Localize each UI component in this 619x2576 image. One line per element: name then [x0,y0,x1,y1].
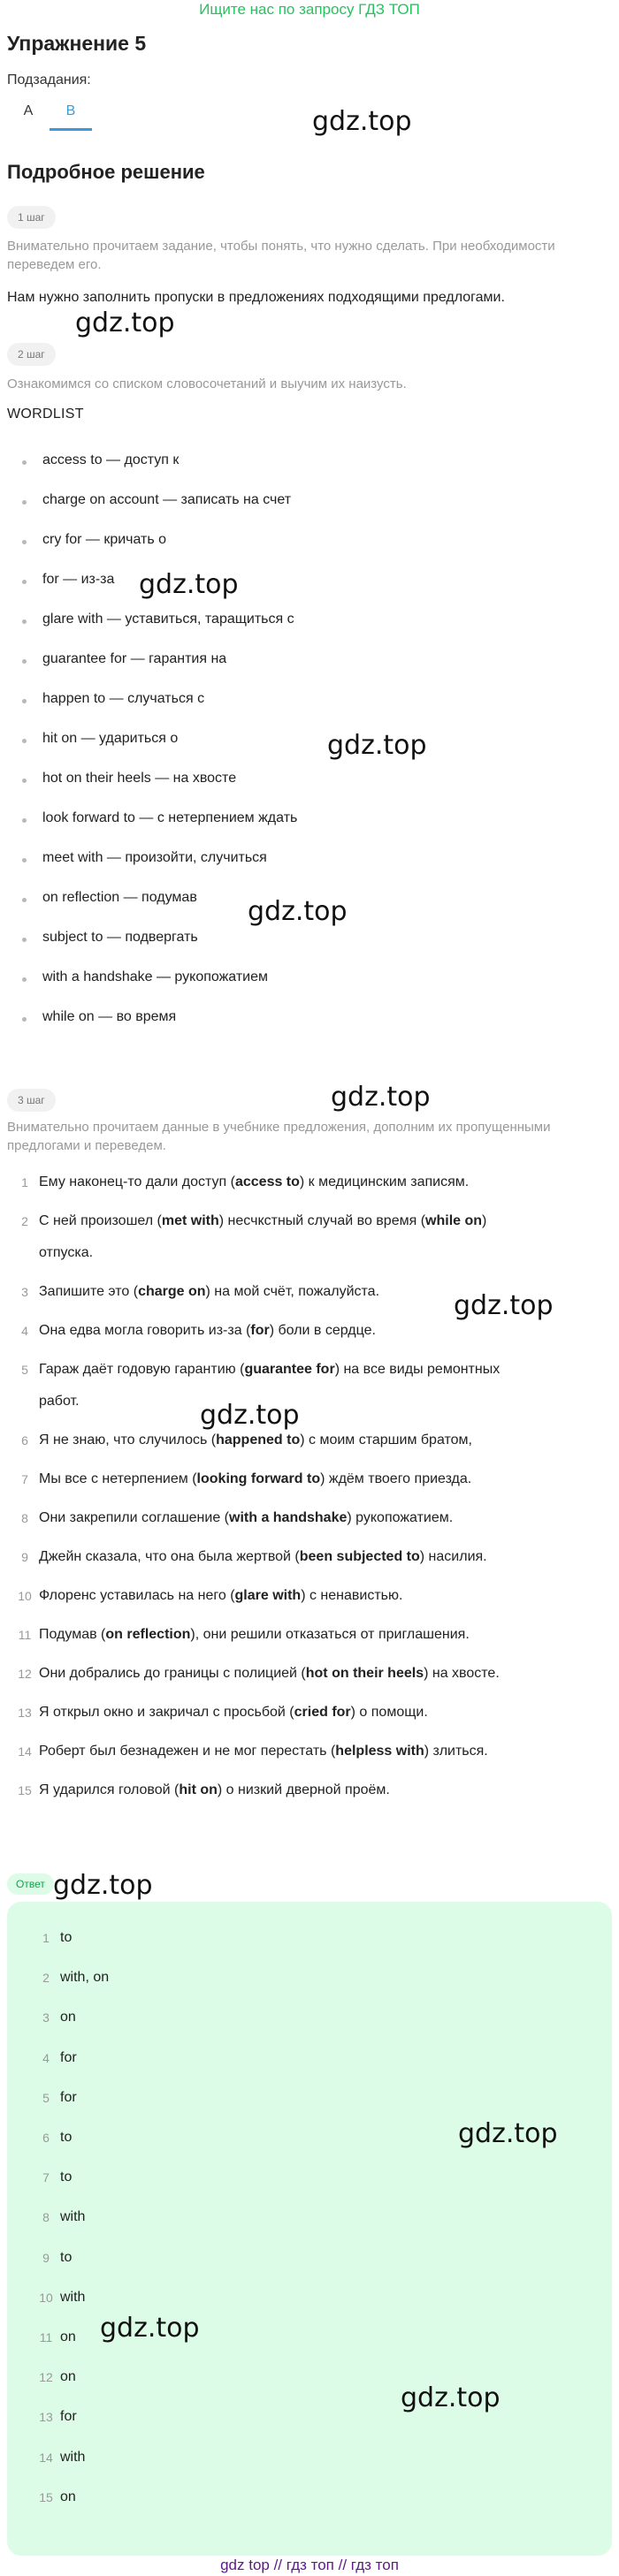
answer-value: to [60,2130,73,2145]
subtask-tabs [7,97,92,131]
preposition-answer: guarantee for [244,1362,335,1377]
step-3-badge: 3 шаг [7,1089,56,1112]
sentence-number: 3 [21,1285,28,1299]
answer-item [7,2279,573,2319]
answer-value: for [60,2089,77,2105]
preposition-answer: while on [425,1213,483,1228]
sentence-number: 14 [18,1744,32,1759]
answer-number: 8 [42,2210,50,2225]
answer-number: 6 [42,2131,50,2145]
sentence-text: Флоренс уставилась на него (glare with) с ненавистью. [39,1588,403,1603]
watermark: gdz.top [458,2118,558,2149]
sentence-item [0,1205,610,1269]
footer-links[interactable]: gdz top // гдз топ // гдз топ [220,2557,399,2573]
sentence-text: Они добрались до границы с полицией (hot on their heels) на хвосте. [39,1666,500,1681]
answer-number: 9 [42,2250,50,2265]
sentence-number: 10 [18,1589,32,1603]
tab-b[interactable]: B [50,97,92,131]
answer-value: with [60,2289,86,2305]
page-title: Упражнение 5 [7,32,147,55]
wordlist-item-text: hot on their heels — на хвосте [42,771,237,786]
watermark: gdz.top [75,308,175,338]
watermark: gdz.top [454,1290,554,1321]
sentence-item [0,1736,610,1767]
wordlist-item [0,722,601,762]
preposition-answer: hot on their heels [305,1666,424,1681]
bullet-icon [22,580,27,584]
preposition-answer: glare with [234,1588,302,1603]
answer-value: with [60,2209,86,2225]
answer-value: with, on [60,1970,110,1986]
watermark: gdz.top [200,1400,300,1431]
preposition-answer: happened to [216,1432,301,1448]
sentence-item [0,1774,610,1806]
answer-number: 14 [39,2450,53,2465]
answer-value: on [60,2010,76,2025]
bullet-icon [22,460,27,465]
step-1-note: Внимательно прочитаем задание, чтобы понять, что нужно сделать. При необходимости переведем его. [7,239,555,272]
wordlist-item-text: glare with — уставиться, таращиться с [42,612,294,627]
answer-number: 2 [42,1971,50,1986]
top-banner[interactable]: Ищите нас по запросу ГДЗ ТОП [199,1,420,18]
wordlist-item [0,483,601,523]
bullet-icon [22,898,27,902]
sentence-item [0,1697,610,1729]
sentence-item [0,1425,610,1456]
sentence-number: 4 [21,1324,28,1338]
sentence-number: 9 [21,1550,28,1564]
preposition-answer: on reflection [105,1627,191,1642]
bullet-icon [22,818,27,823]
answer-item [7,2479,573,2519]
answer-item [7,2159,573,2199]
sentence-number: 12 [18,1667,32,1681]
sentence-text: С ней произошел (met with) несчкстный случай во время (while on) отпуска. [39,1213,487,1260]
wordlist-item [0,603,601,642]
answer-number: 1 [42,1931,50,1945]
answer-value: on [60,2329,76,2344]
answer-number: 15 [39,2489,53,2504]
answer-value: on [60,2489,76,2504]
answer-item [7,2439,573,2479]
preposition-answer: helpless with [335,1744,424,1759]
sentence-text: Подумав (on reflection), они решили отказаться от приглашения. [39,1627,470,1642]
wordlist-item [0,961,601,1000]
wordlist-item-text: hit on — удариться о [42,731,179,746]
sentence-item [0,1658,610,1690]
sentence-text: Запишите это (charge on) на мой счёт, пожалуйста. [39,1284,380,1299]
sentence-item [0,1619,610,1651]
preposition-answer: met with [161,1213,219,1228]
wordlist-item [0,444,601,483]
wordlist-item-text: look forward to — с нетерпением ждать [42,810,298,825]
answer-value: to [60,1930,73,1945]
watermark: gdz.top [312,106,412,137]
answer-item [7,1919,573,1959]
watermark: gdz.top [248,896,348,927]
watermark: gdz.top [100,2313,200,2344]
watermark: gdz.top [401,2382,501,2413]
answer-number: 12 [39,2370,53,2385]
bullet-icon [22,659,27,664]
wordlist-item-text: access to — доступ к [42,452,180,467]
bullet-icon [22,699,27,703]
answer-value: for [60,2409,77,2425]
wordlist-item [0,1000,601,1040]
sentence-text: Я ударился головой (hit on) о низкий дверной проём. [39,1782,390,1797]
wordlist-item-text: meet with — произойти, случиться [42,850,267,865]
bullet-icon [22,858,27,862]
tab-a[interactable]: A [23,103,34,118]
solution-heading: Подробное решение [7,161,205,183]
wordlist-item [0,563,601,603]
answer-number: 4 [42,2050,50,2065]
sentence-number: 15 [18,1783,32,1797]
sentence-item [0,1580,610,1612]
sentence-item [0,1502,610,1534]
watermark: gdz.top [139,569,239,600]
answer-item [7,2040,573,2079]
bullet-icon [22,977,27,982]
preposition-answer: cried for [294,1705,351,1720]
wordlist-item-text: happen to — случаться с [42,691,205,706]
subtasks-label: Подзадания: [7,72,91,87]
step-2-badge: 2 шаг [7,343,56,366]
answer-item [7,2199,573,2238]
answer-number: 3 [42,2010,50,2025]
sentence-text: Они закрепили соглашение (with a handshake) рукопожатием. [39,1510,454,1525]
answer-item [7,2319,573,2359]
answer-value: for [60,2049,77,2065]
bullet-icon [22,540,27,544]
step-3-note: Внимательно прочитаем данные в учебнике предложения, дополним их пропущенными предлогами и переведем. [7,1120,551,1153]
answer-value: to [60,2169,73,2185]
preposition-answer: charge on [138,1284,206,1299]
bullet-icon [22,619,27,624]
watermark: gdz.top [53,1870,153,1901]
wordlist-item-text: guarantee for — гарантия на [42,651,227,666]
sentence-text: Я не знаю, что случилось (happened to) с моим старшим братом, [39,1432,472,1448]
answer-item [7,2079,573,2119]
wordlist-item-text: while on — во время [42,1009,177,1024]
bullet-icon [22,500,27,505]
answer-item [7,1999,573,2039]
preposition-answer: with a handshake [229,1510,348,1525]
step-2-note: Ознакомимся со списком словосочетаний и выучим их наизусть. [7,376,407,391]
sentence-number: 2 [21,1214,28,1228]
preposition-answer: been subjected to [299,1549,420,1564]
answer-number: 7 [42,2170,50,2185]
sentence-text: Гараж даёт годовую гарантию (guarantee for) на все виды ремонтных работ. [39,1362,501,1409]
sentence-item [0,1541,610,1573]
answer-number: 5 [42,2090,50,2105]
wordlist-item [0,682,601,722]
wordlist-item [0,523,601,563]
preposition-answer: looking forward to [196,1471,321,1486]
wordlist-item-text: on reflection — подумав [42,890,197,905]
preposition-answer: access to [234,1174,300,1189]
wordlist-item [0,841,601,881]
sentence-text: Я открыл окно и закричал с просьбой (cried for) о помощи. [39,1705,428,1720]
preposition-answer: hit on [179,1782,218,1797]
sentence-number: 5 [21,1363,28,1377]
bullet-icon [22,1017,27,1022]
watermark: gdz.top [327,730,427,761]
answer-badge: Ответ [7,1873,54,1895]
step-1-badge: 1 шаг [7,206,56,229]
watermark: gdz.top [331,1082,431,1113]
sentence-number: 6 [21,1433,28,1448]
answer-value: on [60,2369,76,2385]
wordlist-item-text: with a handshake — рукопожатием [42,969,269,984]
wordlist-item-text: for — из-за [42,572,115,587]
wordlist-item [0,802,601,841]
sentence-text: Джейн сказала, что она была жертвой (been subjected to) насилия. [39,1549,487,1564]
sentence-text: Мы все с нетерпением (looking forward to) ждём твоего приезда. [39,1471,472,1486]
sentence-item [0,1463,610,1495]
wordlist-item [0,642,601,682]
answer-value: to [60,2249,73,2265]
sentence-text: Ему наконец-то дали доступ (access to) к медицинским записям. [39,1174,470,1189]
sentence-number: 1 [21,1175,28,1189]
preposition-answer: for [250,1323,270,1338]
sentence-number: 11 [18,1628,32,1642]
answer-value: with [60,2449,86,2465]
answer-item [7,2239,573,2279]
bullet-icon [22,938,27,942]
answer-box [7,1902,612,2556]
answer-number: 13 [39,2410,53,2425]
sentence-item [0,1354,610,1417]
answer-number: 11 [39,2330,53,2344]
answer-item [7,1959,573,1999]
step-1-text: Нам нужно заполнить пропуски в предложениях подходящими предлогами. [7,290,505,305]
bullet-icon [22,739,27,743]
wordlist-title: WORDLIST [7,407,84,422]
sentence-text: Она едва могла говорить из-за (for) боли в сердце. [39,1323,376,1338]
wordlist-item-text: subject to — подвергать [42,930,198,945]
sentence-text: Роберт был безнадежен и не мог перестать (helpless with) злиться. [39,1744,488,1759]
bullet-icon [22,779,27,783]
wordlist-item-text: charge on account — записать на счет [42,492,292,507]
sentence-number: 8 [21,1511,28,1525]
sentence-item [0,1166,610,1198]
answer-number: 10 [39,2290,53,2305]
sentence-number: 13 [18,1706,32,1720]
wordlist-item-text: cry for — кричать о [42,532,167,547]
sentence-number: 7 [21,1472,28,1486]
wordlist-item [0,762,601,802]
